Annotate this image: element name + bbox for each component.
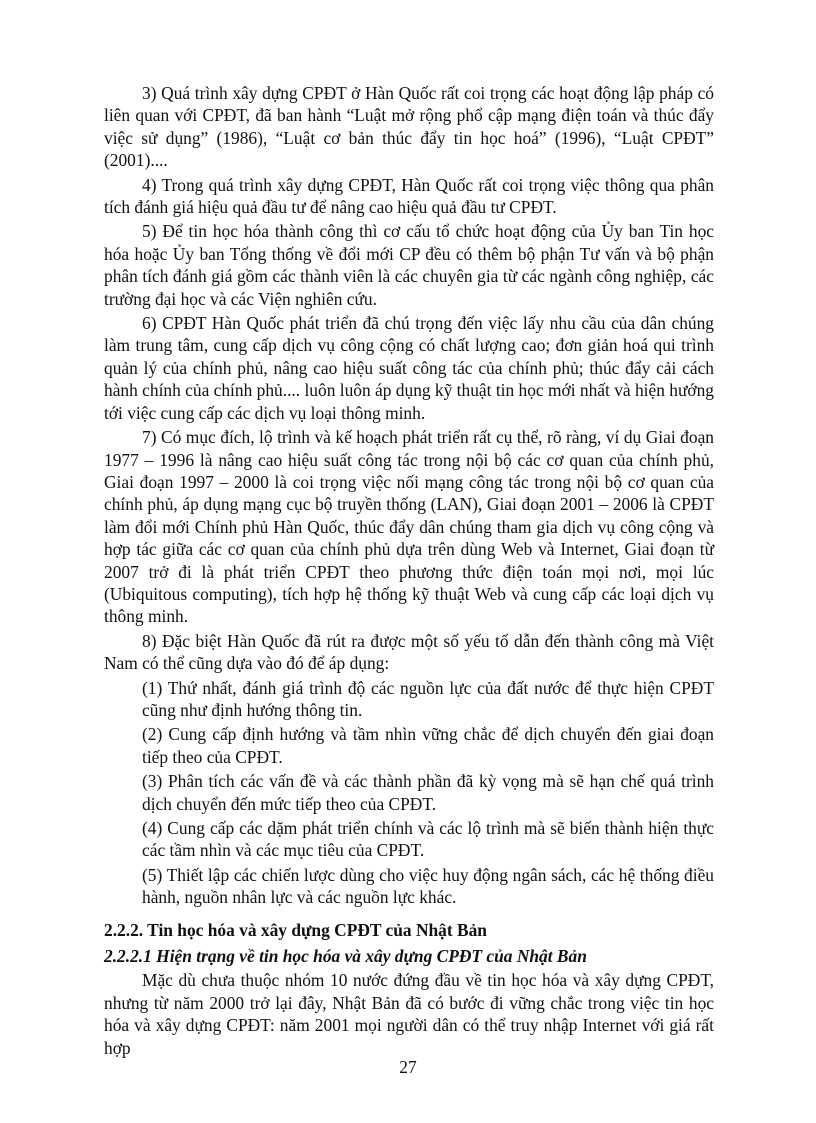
sub-item-2: (2) Cung cấp định hướng và tầm nhìn vững chắc để dịch chuyển đến giai đoạn tiếp theo của CPĐT. — [142, 724, 714, 767]
paragraph-3: 3) Quá trình xây dựng CPĐT ở Hàn Quốc rất coi trọng các hoạt động lập pháp có liên quan với CPĐT, đã ban hành “Luật mở rộng phổ cập mạng điện toán và thúc đẩy việc sử dụng” (1986), “Luật cơ bản thúc đẩy tin học hoá” (1996), “Luật CPĐT” (2001).... — [104, 83, 714, 171]
sub-item-5: (5) Thiết lập các chiến lược dùng cho việc huy động ngân sách, các hệ thống điều hành, nguồn nhân lực và các nguồn lực khác. — [142, 864, 714, 908]
sub-item-4: (4) Cung cấp các dặm phát triển chính và các lộ trình mà sẽ biến thành hiện thực các tầm nhìn và các mục tiêu của CPĐT. — [142, 818, 714, 861]
sub-item-1: (1) Thứ nhất, đánh giá trình độ các nguồn lực của đất nước để thực hiện CPĐT cũng như định hướng thông tin. — [142, 677, 714, 720]
page-content — [104, 82, 714, 1061]
subsection-heading: 2.2.2.1 Hiện trạng về tin học hóa và xây dựng CPĐT của Nhật Bản — [104, 946, 587, 967]
paragraph-5: 5) Để tin học hóa thành công thì cơ cấu tổ chức hoạt động của Ủy ban Tin học hóa hoặc Ủy ban Tổng thống về đổi mới CP đều có thêm bộ phận Tư vấn và bộ phận phân tích đánh giá gồm các thành viên là các chuyên gia từ các ngành công nghiệp, các trường đại học và các Viện nghiên cứu. — [104, 221, 714, 309]
paragraph-4: 4) Trong quá trình xây dựng CPĐT, Hàn Quốc rất coi trọng việc thông qua phân tích đánh giá hiệu quả đầu tư để nâng cao hiệu quả đầu tư CPĐT. — [104, 174, 714, 218]
page-number: 27 — [399, 1057, 417, 1077]
section-heading: 2.2.2. Tin học hóa và xây dựng CPĐT của Nhật Bản — [104, 919, 487, 940]
final-paragraph: Mặc dù chưa thuộc nhóm 10 nước đứng đầu về tin học hóa và xây dựng CPĐT, nhưng từ năm 2000 trở lại đây, Nhật Bản đã có bước đi vững chắc trong việc tin học hóa và xây dựng CPĐT: năm 2001 mọi người dân có thể truy nhập Internet với giá rất hợp — [104, 970, 714, 1058]
paragraph-6: 6) CPĐT Hàn Quốc phát triển đã chú trọng đến việc lấy nhu cầu của dân chúng làm trung tâm, cung cấp dịch vụ công cộng có chất lượng cao; đơn giản hoá qui trình quản lý của chính phủ, nâng cao hiệu suất công tác của chính phủ; thúc đẩy cải cách hành chính của chính phủ.... luôn luôn áp dụng kỹ thuật tin học mới nhất và hiện hướng tới việc cung cấp các dịch vụ loại thông minh. — [104, 313, 714, 423]
paragraph-8: 8) Đặc biệt Hàn Quốc đã rút ra được một số yếu tố dẫn đến thành công mà Việt Nam có thể cũng dựa vào đó để áp dụng: — [104, 630, 714, 674]
paragraph-7: 7) Có mục đích, lộ trình và kế hoạch phát triển rất cụ thể, rõ ràng, ví dụ Giai đoạn 1977 – 1996 là nâng cao hiệu suất công tác trong nội bộ các cơ quan của chính phủ, Giai đoạn 1997 – 2000 là coi trọng việc nối mạng công tác trong nội bộ cơ quan của chính phủ, áp dụng mạng cục bộ truyền thống (LAN), Giai đoạn 2001 – 2006 là CPĐT làm đổi mới Chính phủ Hàn Quốc, thúc đẩy dân chúng tham gia dịch vụ công cộng và hợp tác giữa các cơ quan của chính phủ dựa trên dùng Web và Internet, Giai đoạn từ 2007 trở đi là phát triển CPĐT theo phương thức điện toán mọi nơi, mọi lúc (Ubiquitous computing), tích hợp hệ thống kỹ thuật Web và cung cấp các loại dịch vụ thông minh. — [104, 427, 714, 627]
sub-item-3: (3) Phân tích các vấn đề và các thành phần đã kỳ vọng mà sẽ hạn chế quá trình dịch chuyển đến mức tiếp theo của CPĐT. — [142, 771, 714, 814]
